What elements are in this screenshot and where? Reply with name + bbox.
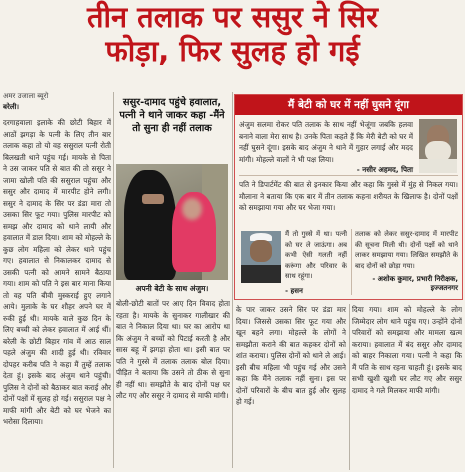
left-column xyxy=(3,92,111,470)
column-divider xyxy=(349,304,350,470)
column-divider xyxy=(232,92,233,468)
middle-column xyxy=(116,298,230,470)
father-signature: - नसीर अहमद, पिता xyxy=(356,165,413,174)
right-bottom-column-2 xyxy=(352,304,462,470)
headline-line-1: तीन तलाक पर ससुर ने सिर xyxy=(86,0,379,34)
right-bottom-column-1 xyxy=(236,304,346,470)
police-quote-text: तलाक को लेकर ससुर-दामाद में मारपीट की सूचना मिली थी। दोनों पक्षों को थाने लाकर समझाया गया। लिखित समझौते के बाद दोनों को छोड़ा गया। xyxy=(355,230,458,270)
box-paragraph xyxy=(239,179,458,223)
byline: अमर उजाला ब्यूरो xyxy=(3,92,49,100)
headline xyxy=(0,0,465,70)
headline-line-2: फोड़ा, फिर सुलह हो गई xyxy=(105,34,360,68)
anjum-with-daughter-photo xyxy=(116,164,228,280)
right-bottom-column-2-text: दिया गया। शाम को मोहल्ले के लोग जिम्मेदार लोग थाने पहुंच गए। उन्होंने दोनों परिवारों को समझाया और मामला खत्म कराया। हवालात में बंद ससुर और दामाद को बाहर निकाला गया। पत्नी ने कहा कि मैं पति के साथ रहना चाहती हूं। इसके बाद सभी खुशी खुशी घर लौट गए और ससुर दामाद ने गले मिलकर माफी मांगी। xyxy=(352,305,462,395)
side-box-title: मैं बेटी को घर में नहीं घुसने दूंगा xyxy=(235,95,462,115)
police-quote xyxy=(355,229,458,275)
police-signature: - अशोक कुमार, प्रभारी निरीक्षक, इज्जतनगर xyxy=(372,275,458,292)
left-column-text: दरगाहवाला इलाके की छोटी बिहार में आठों झगड़ा के पत्नी के लिए तीन बार तलाक कहा तो यो वह ससुराल पत्नी रोती बिलखती थाने पहुंच गई। मायके से पिता ने उस जाकर पति से बात की तो ससुर ने जामा खोली पति की ससुराल पहुंचा और ससुर और दामाद में मारपीट होने लगी। ससुर ने दामाद के सिर पर डंडा मारा तो उसका सिर फूट गया। पुलिस मारपीट को समझ और दामाद को थाने लायी और हवालात में डाल दिया। शाम को मोहल्ले के कुछ लोग महिला को लेकर थाने पहुंच गए। हवालात से निकालकर दामाद से उसकी पत्नी को आमने सामने बैठाया गया। शाम को पति ने इस बार माना किया तो वह पति बीवी मुस्कराई हुए लगाने आये। मुलाके के घर शौहर अपने घर में रुकी हुई थी। मायके वाले कुछ दिन के लिए बच्ची को लेकर हवालात में आई थीं। बरेली के छोटी बिहार गांव में आठ साल पहले अंजुम की शादी हुई थी। रविवार दोपहर करीब पति ने कहा मैं तुम्हें तलाक देता हूं। इसके बाद अंजुम थाने पहुंची। पुलिस ने दोनों को बैठाकर बात कराई और दोनों पक्षों में सुलह हो गई। ससुराल पक्ष ने माफी मांगी और बेटी को घर भेजने का भरोसा दिलाया। xyxy=(3,118,111,426)
sub-headline: ससुर-दामाद पहुंचे हवालात, पत्नी ने थाने जाकर कहा -मैंने तो सुना ही नहीं तलाक xyxy=(119,97,225,134)
husband-quote xyxy=(285,229,347,285)
right-bottom-column-1-text: के पार जाकर उसने सिर पर डंडा मार दिया। जिससे उसका सिर फूट गया और खून बहने लगा। मोहल्ले के लोगों ने समझौता कराने की बात कहकर दोनों को शांत कराया। पुलिस दोनों को थाने ले आई। इसी बीच महिला भी पहुंच गई और उसने कहा कि मैंने तलाक नहीं सुना। इस पर दोनों परिवारों के बीच बात हुई और सुलह हो गई। xyxy=(236,305,346,406)
box-paragraph-text: पति ने डिपार्टमेंट की बात से इनकार किया और कहा कि गुस्से में मुंह से निकल गया। मौलाना ने बताया कि एक बार में तीन तलाक कहना शरीयत के खिलाफ है। दोनों पक्षों को समझाया गया और घर भेजा गया। xyxy=(239,180,458,212)
husband-signature: - हसन xyxy=(285,287,303,295)
father-photo xyxy=(419,119,457,173)
box-separator xyxy=(239,175,458,176)
side-box xyxy=(234,94,463,300)
dateline: बरेली। xyxy=(3,103,20,111)
father-quote-text: अंजुम सलमा रोकर पति तलाक के साथ नहीं भेजूंगा जबकि हलवा बनाने वाला मेरा साथ है। उनके पिता कहते हैं कि मेरी बेटी को घर में नहीं घुसने दूंगा। इसके बाद अंजुम ने थाने में गुहार लगाई और मदद मांगी। मोहल्ले वालों ने भी पक्ष लिया। xyxy=(239,120,413,164)
husband-photo xyxy=(241,231,281,283)
middle-column-text: बोली-छोटी बातों पर आए दिन विवाद होता रहता है। मायके के सुनाकर गालीखार की बात ने निकाल दिया था। घर का आरोप था कि अंजुम ने बच्चों को पिटाई करती है और सास बहू में झगड़ा होता था। इसी बात पर पति ने गुस्से में तलाक तलाक बोल दिया। पीड़ित ने बताया कि उसने तो ठीक से सुना ही नहीं था। समझौते के बाद दोनों पक्ष घर लौट गए और ससुर ने दामाद से माफी मांगी। xyxy=(116,299,230,400)
column-divider xyxy=(113,92,114,468)
husband-quote-text: मैं तो गुस्से में था। पत्नी को घर ले जाऊंगा। अब कभी ऐसी गलती नहीं करूंगा और परिवार के साथ रहूंगा। xyxy=(285,230,347,280)
father-quote xyxy=(239,119,413,165)
photo-caption: अपनी बेटी के साथ अंजुम। xyxy=(135,284,209,293)
box-separator xyxy=(351,229,352,295)
